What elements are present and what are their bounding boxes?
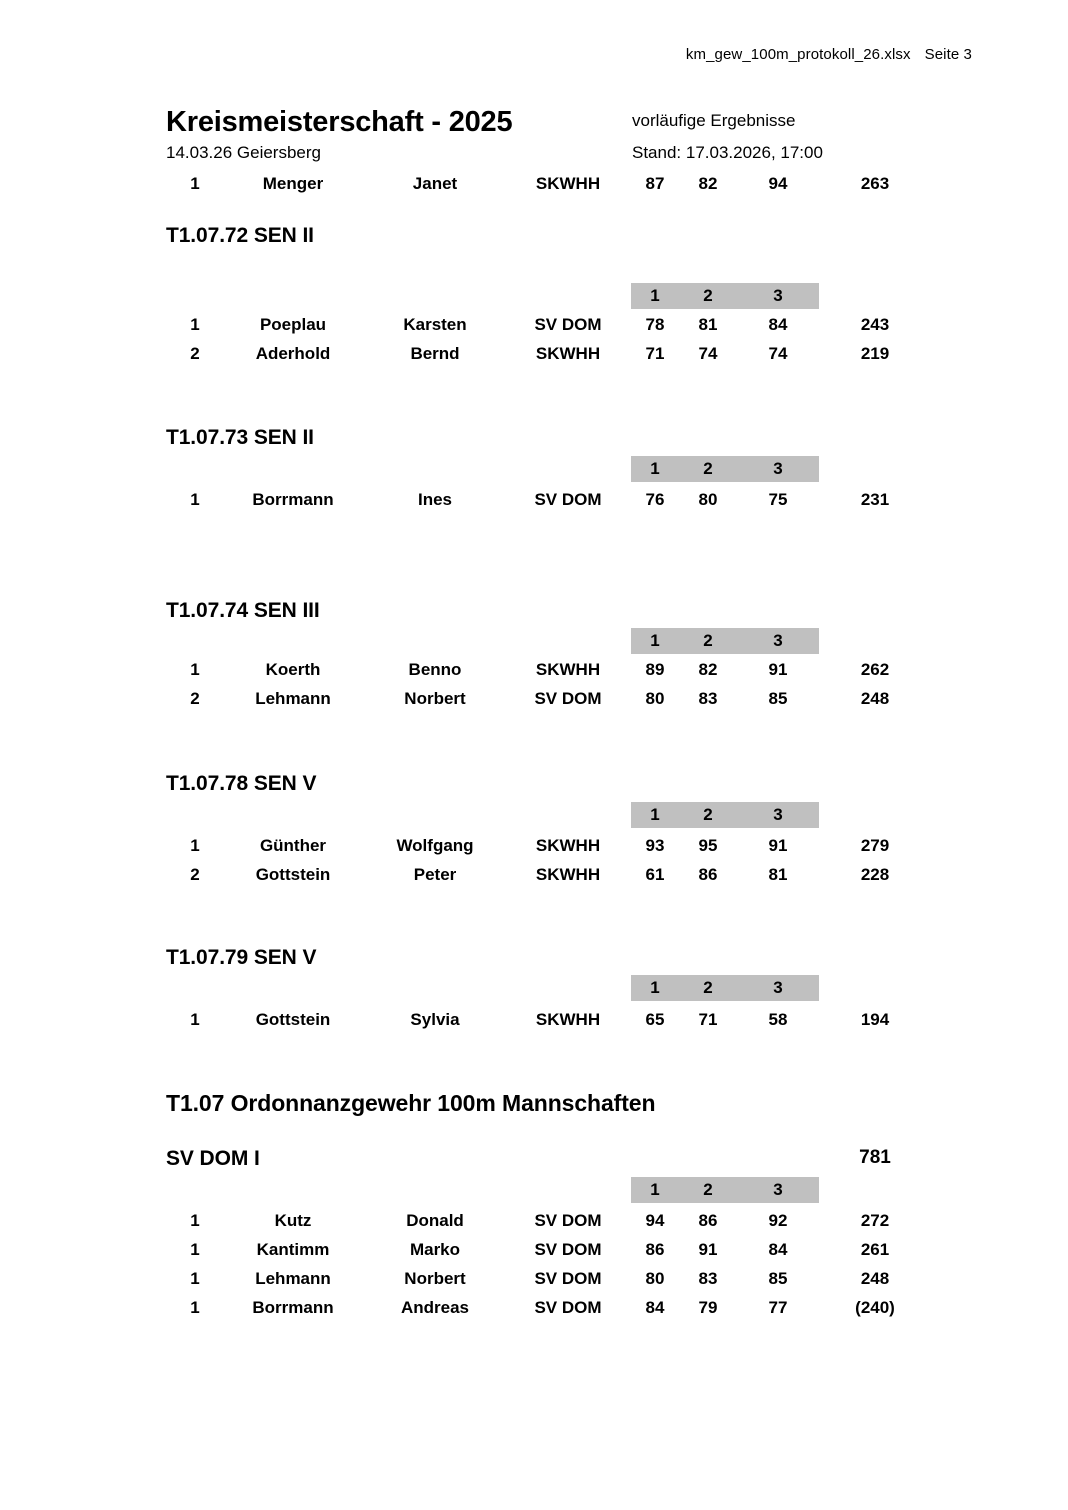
row-total: 261 <box>860 1240 890 1259</box>
row-club: SV DOM <box>534 1298 602 1317</box>
table-row <box>0 1293 1068 1322</box>
row-rank: 1 <box>190 174 200 193</box>
row-score-3: 85 <box>768 1269 788 1288</box>
row-score-3: 84 <box>768 1240 788 1259</box>
row-score-1: 78 <box>645 315 665 334</box>
shot-header-2: 2 <box>703 1180 713 1199</box>
row-score-2: 95 <box>698 836 718 855</box>
carryover-result-row-group <box>0 169 1068 198</box>
row-club: SKWHH <box>535 865 601 884</box>
section-heading-2: T1.07.74 SEN III <box>166 599 320 622</box>
row-score-2: 86 <box>698 865 718 884</box>
row-first-name: Janet <box>412 174 458 193</box>
row-first-name: Donald <box>406 1211 464 1230</box>
row-club: SV DOM <box>534 1211 602 1230</box>
row-last-name: Gottstein <box>255 865 331 884</box>
row-score-2: 81 <box>698 315 718 334</box>
row-score-2: 82 <box>698 174 718 193</box>
row-club: SKWHH <box>535 174 601 193</box>
row-first-name: Wolfgang <box>396 836 474 855</box>
row-total: 279 <box>860 836 890 855</box>
row-score-2: 74 <box>698 344 718 363</box>
shot-header-bar-2 <box>631 628 819 654</box>
team-total-score: 781 <box>859 1147 891 1168</box>
row-score-3: 91 <box>768 660 788 679</box>
row-last-name: Günther <box>259 836 327 855</box>
table-row <box>0 684 1068 713</box>
row-first-name: Andreas <box>400 1298 470 1317</box>
row-last-name: Kutz <box>274 1211 312 1230</box>
table-row <box>0 1005 1068 1034</box>
shot-header-2: 2 <box>703 978 713 997</box>
row-rank: 1 <box>190 1240 200 1259</box>
row-total: 248 <box>860 1269 890 1288</box>
section-rows-3 <box>0 831 1068 889</box>
row-score-2: 91 <box>698 1240 718 1259</box>
section-rows-4 <box>0 1005 1068 1034</box>
row-score-3: 75 <box>768 490 788 509</box>
row-total: 243 <box>860 315 890 334</box>
row-rank: 1 <box>190 1211 200 1230</box>
table-row <box>0 485 1068 514</box>
section-heading-1: T1.07.73 SEN II <box>166 426 314 449</box>
row-score-2: 83 <box>698 689 718 708</box>
results-timestamp: Stand: 17.03.2026, 17:00 <box>632 143 823 163</box>
row-score-1: 76 <box>645 490 665 509</box>
row-last-name: Poeplau <box>259 315 327 334</box>
team-section-heading: T1.07 Ordonnanzgewehr 100m Mannschaften <box>166 1090 656 1116</box>
document-header <box>686 46 972 63</box>
row-total: 262 <box>860 660 890 679</box>
shot-header-2: 2 <box>703 631 713 650</box>
row-rank: 1 <box>190 1298 200 1317</box>
row-score-2: 86 <box>698 1211 718 1230</box>
section-heading-4: T1.07.79 SEN V <box>166 946 317 969</box>
table-row <box>0 169 1068 198</box>
section-heading-0: T1.07.72 SEN II <box>166 224 314 247</box>
row-total: 231 <box>860 490 890 509</box>
row-rank: 1 <box>190 490 200 509</box>
row-club: SV DOM <box>534 490 602 509</box>
row-club: SKWHH <box>535 344 601 363</box>
shot-header-3: 3 <box>773 805 783 824</box>
row-total: 263 <box>860 174 890 193</box>
row-score-1: 84 <box>645 1298 665 1317</box>
row-first-name: Karsten <box>403 315 467 334</box>
row-club: SKWHH <box>535 660 601 679</box>
row-score-1: 65 <box>645 1010 665 1029</box>
row-last-name: Gottstein <box>255 1010 331 1029</box>
row-rank: 1 <box>190 660 200 679</box>
row-last-name: Borrmann <box>252 1298 334 1317</box>
table-row <box>0 1264 1068 1293</box>
row-score-3: 74 <box>768 344 788 363</box>
row-score-2: 71 <box>698 1010 718 1029</box>
row-score-1: 71 <box>645 344 665 363</box>
shot-header-bar-team <box>631 1177 819 1203</box>
shot-header-3: 3 <box>773 459 783 478</box>
row-score-2: 82 <box>698 660 718 679</box>
row-rank: 2 <box>190 865 200 884</box>
row-club: SV DOM <box>534 689 602 708</box>
row-score-3: 91 <box>768 836 788 855</box>
row-score-1: 86 <box>645 1240 665 1259</box>
row-first-name: Norbert <box>404 689 466 708</box>
row-score-3: 92 <box>768 1211 788 1230</box>
row-score-3: 85 <box>768 689 788 708</box>
shot-header-3: 3 <box>773 978 783 997</box>
row-score-3: 84 <box>768 315 788 334</box>
row-club: SV DOM <box>534 315 602 334</box>
results-status-label: vorläufige Ergebnisse <box>632 111 796 130</box>
row-first-name: Ines <box>417 490 453 509</box>
row-rank: 2 <box>190 344 200 363</box>
row-rank: 1 <box>190 315 200 334</box>
shot-header-2: 2 <box>703 286 713 305</box>
row-club: SV DOM <box>534 1240 602 1259</box>
row-total: 272 <box>860 1211 890 1230</box>
shot-header-bar-4 <box>631 975 819 1001</box>
row-score-3: 77 <box>768 1298 788 1317</box>
row-rank: 2 <box>190 689 200 708</box>
shot-header-1: 1 <box>650 978 660 997</box>
row-last-name: Borrmann <box>252 490 334 509</box>
row-last-name: Aderhold <box>255 344 331 363</box>
shot-header-1: 1 <box>650 631 660 650</box>
team-member-rows <box>0 1206 1068 1322</box>
shot-header-bar-3 <box>631 802 819 828</box>
row-score-2: 79 <box>698 1298 718 1317</box>
row-total: 228 <box>860 865 890 884</box>
shot-header-3: 3 <box>773 1180 783 1199</box>
row-score-1: 61 <box>645 865 665 884</box>
row-last-name: Lehmann <box>255 689 331 708</box>
table-row <box>0 1235 1068 1264</box>
row-last-name: Menger <box>262 174 324 193</box>
row-total: 194 <box>860 1010 890 1029</box>
row-rank: 1 <box>190 1010 200 1029</box>
row-first-name: Sylvia <box>410 1010 460 1029</box>
shot-header-3: 3 <box>773 631 783 650</box>
shot-header-2: 2 <box>703 459 713 478</box>
row-score-1: 94 <box>645 1211 665 1230</box>
shot-header-bar-0 <box>631 283 819 309</box>
row-first-name: Norbert <box>404 1269 466 1288</box>
row-score-1: 89 <box>645 660 665 679</box>
row-score-2: 83 <box>698 1269 718 1288</box>
section-rows-2 <box>0 655 1068 713</box>
section-rows-0 <box>0 310 1068 368</box>
row-first-name: Peter <box>413 865 457 884</box>
row-score-3: 58 <box>768 1010 788 1029</box>
row-score-2: 80 <box>698 490 718 509</box>
table-row <box>0 339 1068 368</box>
shot-header-1: 1 <box>650 1180 660 1199</box>
table-row <box>0 831 1068 860</box>
row-score-1: 87 <box>645 174 665 193</box>
event-date-location: 14.03.26 Geiersberg <box>166 143 321 163</box>
row-first-name: Marko <box>409 1240 461 1259</box>
shot-header-1: 1 <box>650 286 660 305</box>
section-rows-1 <box>0 485 1068 514</box>
shot-header-3: 3 <box>773 286 783 305</box>
row-rank: 1 <box>190 1269 200 1288</box>
table-row <box>0 860 1068 889</box>
team-name-heading: SV DOM I <box>166 1147 260 1170</box>
row-last-name: Koerth <box>265 660 321 679</box>
row-rank: 1 <box>190 836 200 855</box>
document-filename: km_gew_100m_protokoll_26.xlsx <box>685 46 911 63</box>
row-first-name: Benno <box>408 660 462 679</box>
row-club: SV DOM <box>534 1269 602 1288</box>
section-heading-3: T1.07.78 SEN V <box>166 772 317 795</box>
page-title: Kreismeisterschaft - 2025 <box>166 106 513 138</box>
row-club: SKWHH <box>535 836 601 855</box>
table-row <box>0 1206 1068 1235</box>
row-club: SKWHH <box>535 1010 601 1029</box>
row-score-3: 81 <box>768 865 788 884</box>
row-last-name: Lehmann <box>255 1269 331 1288</box>
shot-header-2: 2 <box>703 805 713 824</box>
row-score-3: 94 <box>768 174 788 193</box>
shot-header-1: 1 <box>650 805 660 824</box>
row-score-1: 80 <box>645 689 665 708</box>
row-first-name: Bernd <box>410 344 460 363</box>
row-score-1: 93 <box>645 836 665 855</box>
row-total: 248 <box>860 689 890 708</box>
table-row <box>0 655 1068 684</box>
row-last-name: Kantimm <box>256 1240 330 1259</box>
row-score-1: 80 <box>645 1269 665 1288</box>
title-block <box>166 107 926 163</box>
row-total: 219 <box>860 344 890 363</box>
shot-header-bar-1 <box>631 456 819 482</box>
shot-header-1: 1 <box>650 459 660 478</box>
row-total: (240) <box>855 1298 895 1317</box>
page-number-label: Seite 3 <box>924 46 972 63</box>
table-row <box>0 310 1068 339</box>
